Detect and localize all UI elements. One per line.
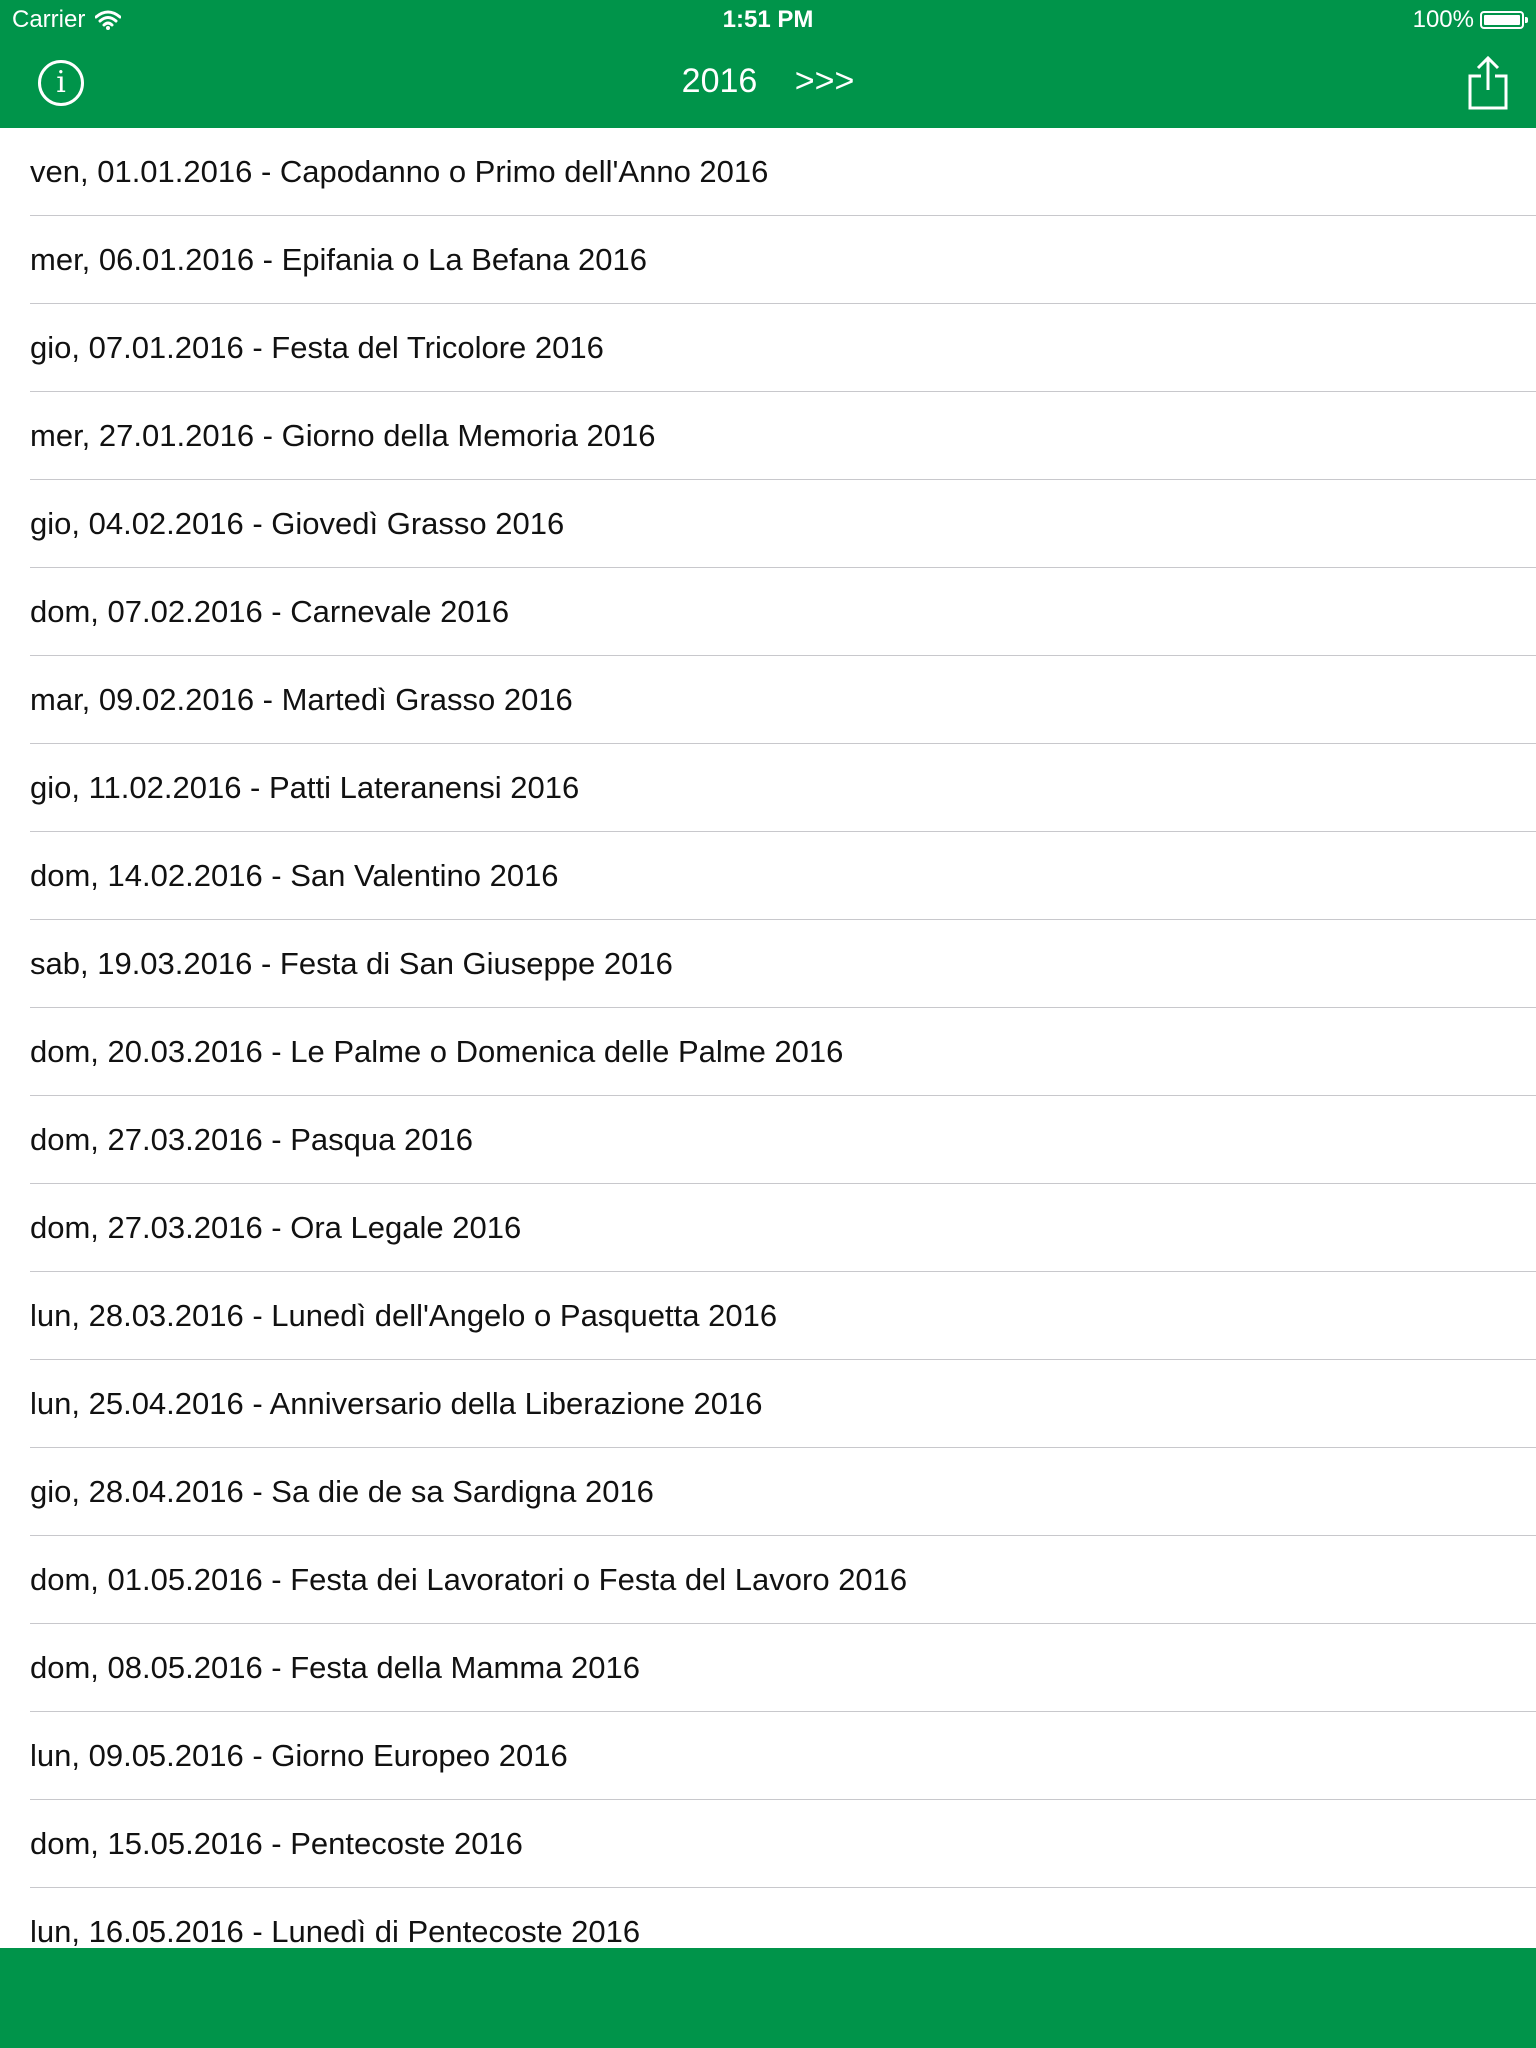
holiday-list-item[interactable]: dom, 20.03.2016 - Le Palme o Domenica delle Palme 2016 bbox=[0, 1008, 1536, 1096]
holiday-list-item[interactable]: mer, 06.01.2016 - Epifania o La Befana 2016 bbox=[0, 216, 1536, 304]
holiday-list-item[interactable]: dom, 14.02.2016 - San Valentino 2016 bbox=[0, 832, 1536, 920]
nav-bar bbox=[0, 40, 1536, 128]
holiday-list-item[interactable]: lun, 16.05.2016 - Lunedì di Pentecoste 2016 bbox=[0, 1888, 1536, 1948]
info-icon: i bbox=[56, 65, 66, 100]
holiday-list-item[interactable]: dom, 01.05.2016 - Festa dei Lavoratori o Festa del Lavoro 2016 bbox=[0, 1536, 1536, 1624]
holiday-list-item[interactable]: ven, 01.01.2016 - Capodanno o Primo dell'Anno 2016 bbox=[0, 128, 1536, 216]
holiday-list-item[interactable]: sab, 19.03.2016 - Festa di San Giuseppe 2016 bbox=[0, 920, 1536, 1008]
header bbox=[0, 0, 1536, 128]
bottom-toolbar bbox=[0, 1948, 1536, 2048]
holiday-list-item[interactable]: dom, 27.03.2016 - Pasqua 2016 bbox=[0, 1096, 1536, 1184]
battery-icon bbox=[1480, 11, 1524, 29]
holiday-list-item[interactable]: gio, 07.01.2016 - Festa del Tricolore 2016 bbox=[0, 304, 1536, 392]
nav-title-group bbox=[0, 62, 1536, 101]
year-title: 2016 bbox=[681, 62, 758, 100]
holiday-list-item[interactable]: lun, 28.03.2016 - Lunedì dell'Angelo o Pasquetta 2016 bbox=[0, 1272, 1536, 1360]
carrier-label: Carrier bbox=[12, 6, 86, 33]
holiday-list-item[interactable]: mer, 27.01.2016 - Giorno della Memoria 2016 bbox=[0, 392, 1536, 480]
holiday-list-item[interactable]: dom, 27.03.2016 - Ora Legale 2016 bbox=[0, 1184, 1536, 1272]
holiday-list-item[interactable]: dom, 08.05.2016 - Festa della Mamma 2016 bbox=[0, 1624, 1536, 1712]
holiday-list-item[interactable]: mar, 09.02.2016 - Martedì Grasso 2016 bbox=[0, 656, 1536, 744]
holiday-list bbox=[0, 128, 1536, 1948]
holiday-list-item[interactable]: dom, 07.02.2016 - Carnevale 2016 bbox=[0, 568, 1536, 656]
holiday-list-item[interactable]: dom, 15.05.2016 - Pentecoste 2016 bbox=[0, 1800, 1536, 1888]
holiday-list-item[interactable]: gio, 28.04.2016 - Sa die de sa Sardigna 2016 bbox=[0, 1448, 1536, 1536]
holiday-list-item[interactable]: gio, 04.02.2016 - Giovedì Grasso 2016 bbox=[0, 480, 1536, 568]
holiday-list-item[interactable]: lun, 25.04.2016 - Anniversario della Liberazione 2016 bbox=[0, 1360, 1536, 1448]
battery-percent: 100% bbox=[1412, 6, 1474, 33]
holiday-list-item[interactable]: gio, 11.02.2016 - Patti Lateranensi 2016 bbox=[0, 744, 1536, 832]
holiday-list-item[interactable]: lun, 09.05.2016 - Giorno Europeo 2016 bbox=[0, 1712, 1536, 1800]
share-icon[interactable] bbox=[1464, 54, 1512, 112]
status-time: 1:51 PM bbox=[722, 6, 814, 33]
status-right bbox=[1413, 6, 1524, 34]
next-year-button[interactable]: >>> bbox=[794, 62, 855, 100]
status-bar bbox=[0, 0, 1536, 40]
